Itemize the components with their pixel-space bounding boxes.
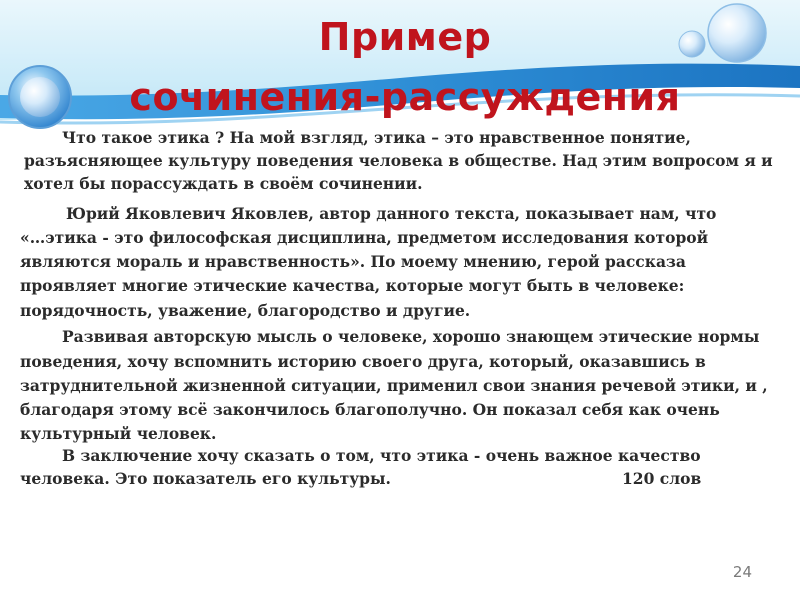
text-line: Что такое этика ? На мой взгляд, этика – это нравственное понятие, bbox=[62, 128, 691, 147]
text-line: проявляет многие этические качества, которые могут быть в человеке: bbox=[20, 276, 685, 295]
page-subtitle: сочинения-рассуждения bbox=[129, 75, 681, 119]
text-line: «…этика - это философская дисциплина, предметом исследования которой bbox=[20, 228, 709, 247]
text-line: поведения, хочу вспомнить историю своего друга, который, оказавшись в bbox=[20, 352, 706, 371]
text-line: Развивая авторскую мысль о человеке, хорошо знающем этические нормы bbox=[62, 327, 760, 346]
text-line: порядочность, уважение, благородство и другие. bbox=[20, 301, 471, 320]
text-line: хотел бы порассуждать в своём сочинении. bbox=[24, 174, 423, 193]
text-line: Юрий Яковлевич Яковлев, автор данного текста, показывает нам, что bbox=[66, 204, 717, 223]
text-line: являются мораль и нравственность». По моему мнению, герой рассказа bbox=[20, 252, 686, 271]
text-line: затруднительной жизненной ситуации, применил свои знания речевой этики, и , bbox=[20, 376, 768, 395]
word-count: 120 слов bbox=[622, 469, 702, 488]
text-line: культурный человек. bbox=[20, 424, 217, 443]
page-title: Пример bbox=[318, 15, 492, 59]
slide-number: 24 bbox=[732, 563, 752, 581]
text-line: благодаря этому всё закончилось благополучно. Он показал себя как очень bbox=[20, 400, 720, 419]
text-line: человека. Это показатель его культуры. bbox=[20, 469, 391, 488]
text-line: разъясняющее культуру поведения человека в обществе. Над этим вопросом я и bbox=[24, 151, 773, 170]
text-line: В заключение хочу сказать о том, что этика - очень важное качество bbox=[62, 446, 701, 465]
